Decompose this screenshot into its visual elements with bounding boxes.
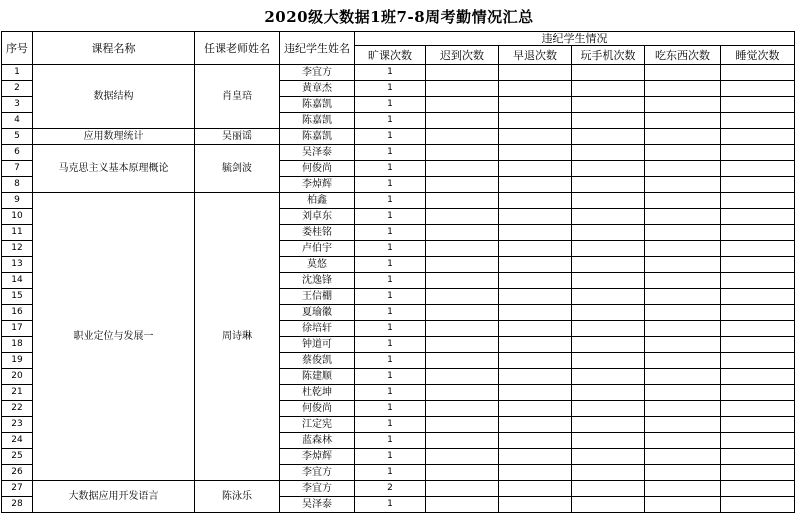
absent-count-cell: 1: [355, 65, 426, 81]
early-leave-count-cell: [499, 113, 572, 129]
header-early-leave: 早退次数: [499, 46, 572, 65]
phone-count-cell: [572, 353, 645, 369]
header-student: 违纪学生姓名: [280, 32, 355, 65]
early-leave-count-cell: [499, 273, 572, 289]
student-name-cell: 刘卓东: [280, 209, 355, 225]
late-count-cell: [426, 433, 499, 449]
absent-count-cell: 1: [355, 209, 426, 225]
eating-count-cell: [645, 273, 721, 289]
phone-count-cell: [572, 81, 645, 97]
teacher-name-cell: 周诗琳: [195, 193, 280, 481]
phone-count-cell: [572, 209, 645, 225]
eating-count-cell: [645, 353, 721, 369]
header-phone: 玩手机次数: [572, 46, 645, 65]
sleeping-count-cell: [721, 97, 795, 113]
sheet-title: 2020级大数据1班7-8周考勤情况汇总: [264, 8, 534, 26]
course-name-cell: 应用数理统计: [33, 129, 195, 145]
late-count-cell: [426, 161, 499, 177]
early-leave-count-cell: [499, 161, 572, 177]
student-name-cell: 吴泽泰: [280, 145, 355, 161]
absent-count-cell: 2: [355, 481, 426, 497]
late-count-cell: [426, 81, 499, 97]
seq-cell: 1: [2, 65, 33, 81]
absent-count-cell: 1: [355, 305, 426, 321]
phone-count-cell: [572, 449, 645, 465]
eating-count-cell: [645, 225, 721, 241]
sleeping-count-cell: [721, 481, 795, 497]
student-name-cell: 陈嘉凯: [280, 113, 355, 129]
phone-count-cell: [572, 289, 645, 305]
seq-cell: 6: [2, 145, 33, 161]
phone-count-cell: [572, 321, 645, 337]
table-row: [2, 129, 795, 145]
student-name-cell: 钟道可: [280, 337, 355, 353]
student-name-cell: 王信棚: [280, 289, 355, 305]
seq-cell: 15: [2, 289, 33, 305]
phone-count-cell: [572, 497, 645, 513]
seq-cell: 5: [2, 129, 33, 145]
phone-count-cell: [572, 129, 645, 145]
early-leave-count-cell: [499, 337, 572, 353]
sleeping-count-cell: [721, 433, 795, 449]
table-row: [2, 193, 795, 209]
student-name-cell: 李宜方: [280, 481, 355, 497]
eating-count-cell: [645, 481, 721, 497]
phone-count-cell: [572, 305, 645, 321]
student-name-cell: 徐培轩: [280, 321, 355, 337]
early-leave-count-cell: [499, 497, 572, 513]
sleeping-count-cell: [721, 401, 795, 417]
seq-cell: 12: [2, 241, 33, 257]
teacher-name-cell: 陈泳乐: [195, 481, 280, 513]
seq-cell: 10: [2, 209, 33, 225]
early-leave-count-cell: [499, 209, 572, 225]
student-name-cell: 陈建顺: [280, 369, 355, 385]
student-name-cell: 卢伯宇: [280, 241, 355, 257]
phone-count-cell: [572, 241, 645, 257]
early-leave-count-cell: [499, 97, 572, 113]
late-count-cell: [426, 193, 499, 209]
absent-count-cell: 1: [355, 257, 426, 273]
early-leave-count-cell: [499, 449, 572, 465]
phone-count-cell: [572, 401, 645, 417]
sleeping-count-cell: [721, 369, 795, 385]
seq-cell: 27: [2, 481, 33, 497]
sleeping-count-cell: [721, 273, 795, 289]
seq-cell: 7: [2, 161, 33, 177]
eating-count-cell: [645, 289, 721, 305]
late-count-cell: [426, 369, 499, 385]
seq-cell: 22: [2, 401, 33, 417]
seq-cell: 28: [2, 497, 33, 513]
eating-count-cell: [645, 257, 721, 273]
sleeping-count-cell: [721, 321, 795, 337]
student-name-cell: 何俊尚: [280, 401, 355, 417]
student-name-cell: 陈嘉凯: [280, 97, 355, 113]
student-name-cell: 夏瑜徽: [280, 305, 355, 321]
absent-count-cell: 1: [355, 385, 426, 401]
phone-count-cell: [572, 369, 645, 385]
seq-cell: 13: [2, 257, 33, 273]
course-name-cell: 大数据应用开发语言: [33, 481, 195, 513]
late-count-cell: [426, 305, 499, 321]
phone-count-cell: [572, 65, 645, 81]
phone-count-cell: [572, 193, 645, 209]
seq-cell: 14: [2, 273, 33, 289]
absent-count-cell: 1: [355, 449, 426, 465]
early-leave-count-cell: [499, 305, 572, 321]
sleeping-count-cell: [721, 241, 795, 257]
seq-cell: 8: [2, 177, 33, 193]
late-count-cell: [426, 97, 499, 113]
seq-cell: 2: [2, 81, 33, 97]
absent-count-cell: 1: [355, 369, 426, 385]
absent-count-cell: 1: [355, 161, 426, 177]
late-count-cell: [426, 241, 499, 257]
early-leave-count-cell: [499, 481, 572, 497]
late-count-cell: [426, 417, 499, 433]
student-name-cell: 娄桂铭: [280, 225, 355, 241]
attendance-table: [1, 31, 795, 513]
late-count-cell: [426, 145, 499, 161]
sleeping-count-cell: [721, 417, 795, 433]
sleeping-count-cell: [721, 353, 795, 369]
student-name-cell: 李焯辉: [280, 449, 355, 465]
seq-cell: 18: [2, 337, 33, 353]
absent-count-cell: 1: [355, 193, 426, 209]
early-leave-count-cell: [499, 385, 572, 401]
early-leave-count-cell: [499, 241, 572, 257]
table-row: [2, 145, 795, 161]
table-row: [2, 65, 795, 81]
absent-count-cell: 1: [355, 465, 426, 481]
absent-count-cell: 1: [355, 497, 426, 513]
absent-count-cell: 1: [355, 401, 426, 417]
seq-cell: 11: [2, 225, 33, 241]
late-count-cell: [426, 225, 499, 241]
sleeping-count-cell: [721, 465, 795, 481]
early-leave-count-cell: [499, 433, 572, 449]
student-name-cell: 莫悠: [280, 257, 355, 273]
header-seq: 序号: [2, 32, 33, 65]
course-name-cell: 马克思主义基本原理概论: [33, 145, 195, 193]
header-course: 课程名称: [33, 32, 195, 65]
course-name-cell: 数据结构: [33, 65, 195, 129]
header-violation-group: 违纪学生情况: [355, 32, 795, 46]
eating-count-cell: [645, 193, 721, 209]
late-count-cell: [426, 273, 499, 289]
eating-count-cell: [645, 81, 721, 97]
phone-count-cell: [572, 145, 645, 161]
late-count-cell: [426, 465, 499, 481]
phone-count-cell: [572, 433, 645, 449]
late-count-cell: [426, 257, 499, 273]
phone-count-cell: [572, 337, 645, 353]
early-leave-count-cell: [499, 353, 572, 369]
eating-count-cell: [645, 305, 721, 321]
eating-count-cell: [645, 241, 721, 257]
early-leave-count-cell: [499, 257, 572, 273]
seq-cell: 4: [2, 113, 33, 129]
early-leave-count-cell: [499, 65, 572, 81]
student-name-cell: 李宜方: [280, 65, 355, 81]
sleeping-count-cell: [721, 161, 795, 177]
absent-count-cell: 1: [355, 145, 426, 161]
seq-cell: 21: [2, 385, 33, 401]
student-name-cell: 柏鑫: [280, 193, 355, 209]
sleeping-count-cell: [721, 225, 795, 241]
header-teacher: 任课老师姓名: [195, 32, 280, 65]
phone-count-cell: [572, 177, 645, 193]
eating-count-cell: [645, 177, 721, 193]
absent-count-cell: 1: [355, 273, 426, 289]
late-count-cell: [426, 113, 499, 129]
sleeping-count-cell: [721, 145, 795, 161]
sleeping-count-cell: [721, 449, 795, 465]
late-count-cell: [426, 177, 499, 193]
late-count-cell: [426, 497, 499, 513]
student-name-cell: 蓝森林: [280, 433, 355, 449]
late-count-cell: [426, 385, 499, 401]
eating-count-cell: [645, 209, 721, 225]
table-row: [2, 481, 795, 497]
absent-count-cell: 1: [355, 433, 426, 449]
student-name-cell: 陈嘉凯: [280, 129, 355, 145]
seq-cell: 3: [2, 97, 33, 113]
late-count-cell: [426, 401, 499, 417]
seq-cell: 9: [2, 193, 33, 209]
phone-count-cell: [572, 417, 645, 433]
absent-count-cell: 1: [355, 337, 426, 353]
sleeping-count-cell: [721, 209, 795, 225]
eating-count-cell: [645, 161, 721, 177]
sleeping-count-cell: [721, 385, 795, 401]
phone-count-cell: [572, 113, 645, 129]
absent-count-cell: 1: [355, 81, 426, 97]
student-name-cell: 李宜方: [280, 465, 355, 481]
sleeping-count-cell: [721, 193, 795, 209]
absent-count-cell: 1: [355, 241, 426, 257]
absent-count-cell: 1: [355, 321, 426, 337]
phone-count-cell: [572, 481, 645, 497]
eating-count-cell: [645, 321, 721, 337]
early-leave-count-cell: [499, 417, 572, 433]
course-name-cell: 职业定位与发展一: [33, 193, 195, 481]
early-leave-count-cell: [499, 321, 572, 337]
eating-count-cell: [645, 113, 721, 129]
sleeping-count-cell: [721, 177, 795, 193]
header-late: 迟到次数: [426, 46, 499, 65]
student-name-cell: 何俊尚: [280, 161, 355, 177]
header-sleeping: 睡觉次数: [721, 46, 795, 65]
student-name-cell: 黄章杰: [280, 81, 355, 97]
late-count-cell: [426, 321, 499, 337]
seq-cell: 26: [2, 465, 33, 481]
sleeping-count-cell: [721, 65, 795, 81]
seq-cell: 16: [2, 305, 33, 321]
phone-count-cell: [572, 257, 645, 273]
phone-count-cell: [572, 385, 645, 401]
phone-count-cell: [572, 161, 645, 177]
student-name-cell: 沈逸锋: [280, 273, 355, 289]
header-eating: 吃东西次数: [645, 46, 721, 65]
late-count-cell: [426, 481, 499, 497]
late-count-cell: [426, 65, 499, 81]
absent-count-cell: 1: [355, 97, 426, 113]
late-count-cell: [426, 209, 499, 225]
absent-count-cell: 1: [355, 113, 426, 129]
eating-count-cell: [645, 337, 721, 353]
early-leave-count-cell: [499, 289, 572, 305]
sleeping-count-cell: [721, 497, 795, 513]
sleeping-count-cell: [721, 289, 795, 305]
late-count-cell: [426, 449, 499, 465]
student-name-cell: 李焯辉: [280, 177, 355, 193]
eating-count-cell: [645, 449, 721, 465]
seq-cell: 20: [2, 369, 33, 385]
early-leave-count-cell: [499, 193, 572, 209]
sleeping-count-cell: [721, 129, 795, 145]
phone-count-cell: [572, 465, 645, 481]
student-name-cell: 杜乾坤: [280, 385, 355, 401]
seq-cell: 23: [2, 417, 33, 433]
sleeping-count-cell: [721, 305, 795, 321]
absent-count-cell: 1: [355, 225, 426, 241]
absent-count-cell: 1: [355, 177, 426, 193]
phone-count-cell: [572, 97, 645, 113]
early-leave-count-cell: [499, 129, 572, 145]
late-count-cell: [426, 353, 499, 369]
eating-count-cell: [645, 497, 721, 513]
phone-count-cell: [572, 225, 645, 241]
early-leave-count-cell: [499, 81, 572, 97]
seq-cell: 25: [2, 449, 33, 465]
absent-count-cell: 1: [355, 289, 426, 305]
eating-count-cell: [645, 129, 721, 145]
teacher-name-cell: 吴丽谣: [195, 129, 280, 145]
sleeping-count-cell: [721, 257, 795, 273]
absent-count-cell: 1: [355, 129, 426, 145]
student-name-cell: 吴泽泰: [280, 497, 355, 513]
seq-cell: 24: [2, 433, 33, 449]
early-leave-count-cell: [499, 145, 572, 161]
absent-count-cell: 1: [355, 353, 426, 369]
sleeping-count-cell: [721, 81, 795, 97]
teacher-name-cell: 肖皇琣: [195, 65, 280, 129]
eating-count-cell: [645, 465, 721, 481]
eating-count-cell: [645, 145, 721, 161]
seq-cell: 19: [2, 353, 33, 369]
phone-count-cell: [572, 273, 645, 289]
eating-count-cell: [645, 385, 721, 401]
sleeping-count-cell: [721, 337, 795, 353]
teacher-name-cell: 毓剑波: [195, 145, 280, 193]
absent-count-cell: 1: [355, 417, 426, 433]
eating-count-cell: [645, 369, 721, 385]
late-count-cell: [426, 129, 499, 145]
early-leave-count-cell: [499, 401, 572, 417]
eating-count-cell: [645, 401, 721, 417]
header-absent: 旷课次数: [355, 46, 426, 65]
early-leave-count-cell: [499, 177, 572, 193]
eating-count-cell: [645, 97, 721, 113]
sleeping-count-cell: [721, 113, 795, 129]
late-count-cell: [426, 289, 499, 305]
eating-count-cell: [645, 433, 721, 449]
student-name-cell: 江定宪: [280, 417, 355, 433]
eating-count-cell: [645, 417, 721, 433]
student-name-cell: 蔡俊凯: [280, 353, 355, 369]
early-leave-count-cell: [499, 225, 572, 241]
seq-cell: 17: [2, 321, 33, 337]
early-leave-count-cell: [499, 369, 572, 385]
eating-count-cell: [645, 65, 721, 81]
early-leave-count-cell: [499, 465, 572, 481]
late-count-cell: [426, 337, 499, 353]
